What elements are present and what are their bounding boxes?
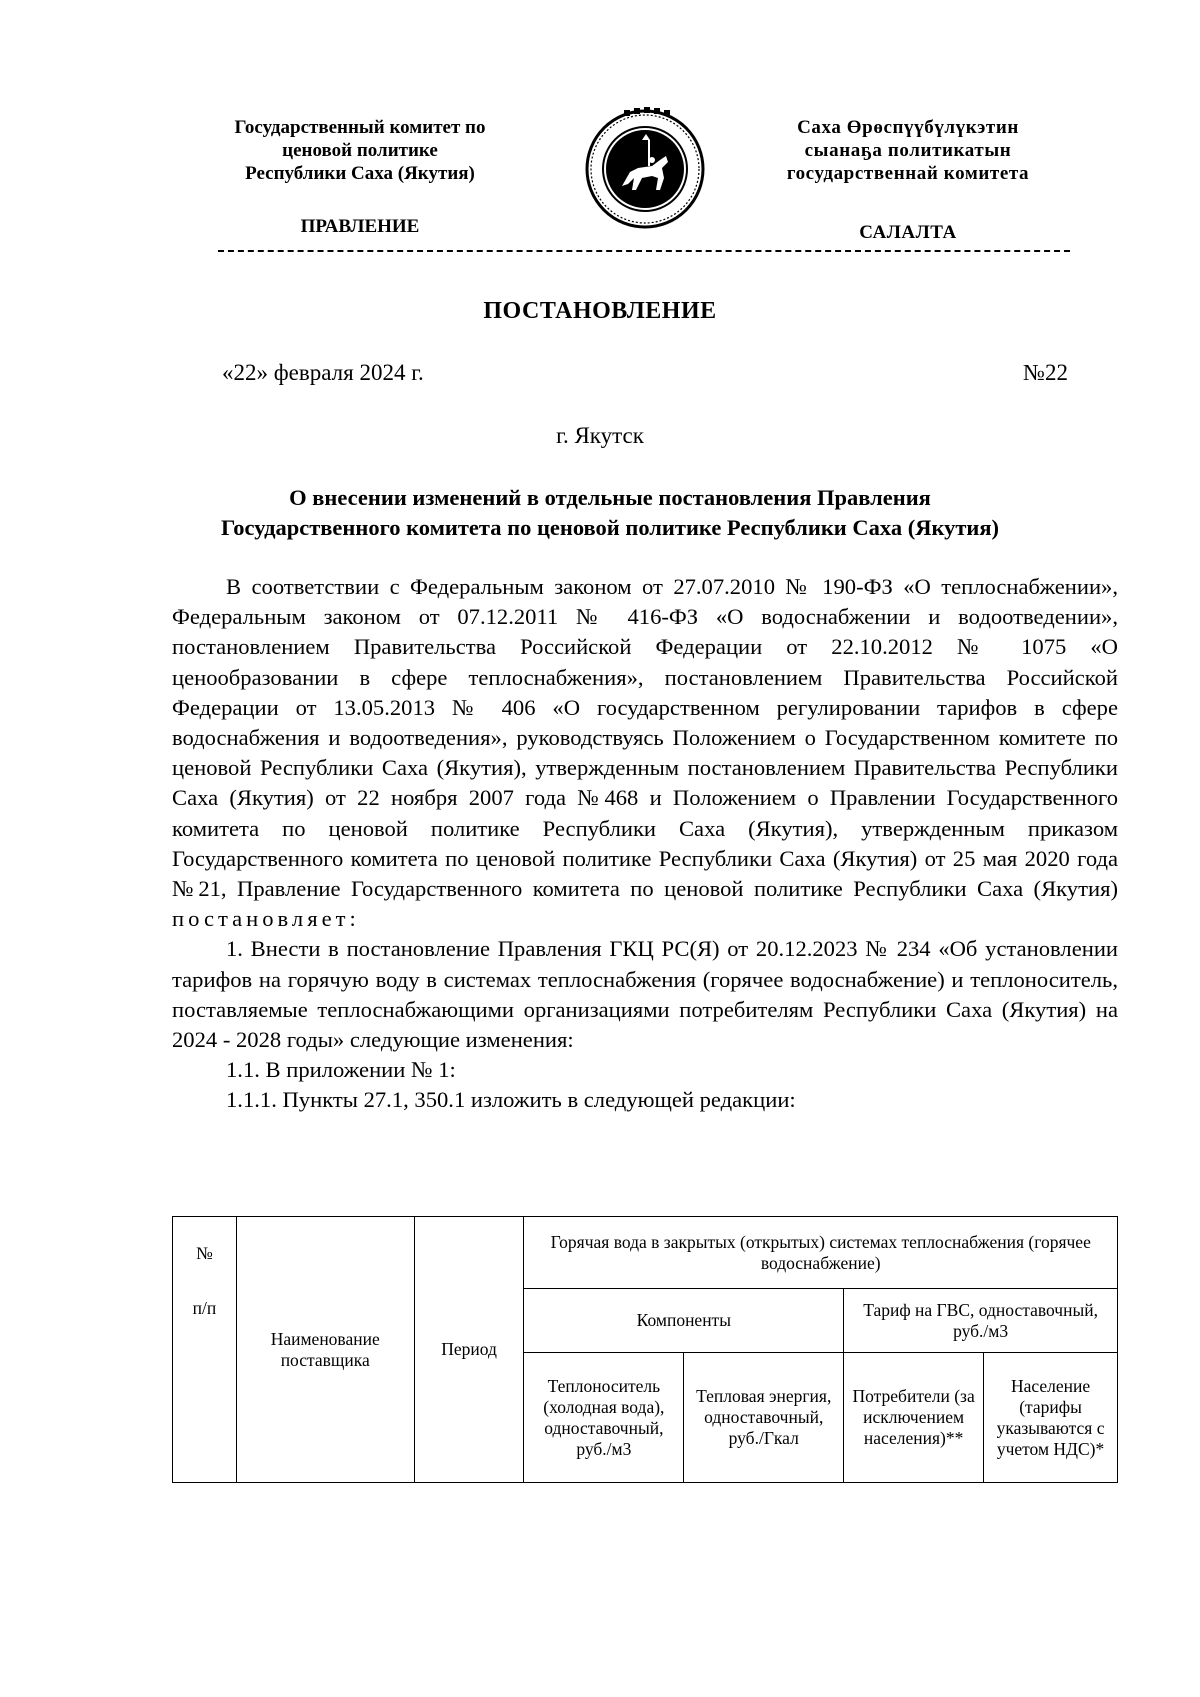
subject-line: Государственного комитета по ценовой политике Республики Саха (Якутия) [220,515,1000,540]
header-cell-consumers: Потребители (за исключением населения)** [844,1353,984,1483]
document-body [172,572,1118,1116]
preamble-paragraph [172,572,1118,934]
header-cell-supplier: Наименование поставщика [236,1217,414,1483]
board-label-sakha: САЛАЛТА [859,222,957,243]
header-cell-number [173,1217,237,1483]
document-date: «22» февраля 2024 г. [222,360,424,385]
item-1-1-paragraph: 1.1. В приложении № 1: [226,1057,456,1083]
header-cell-components: Компоненты [524,1289,844,1353]
tariff-table [172,1216,1118,1483]
header-cell-hot-water-group: Горячая вода в закрытых (открытых) системах теплоснабжения (горячее водоснабжение) [524,1217,1118,1289]
agency-name-sakha-line: сыанаҕа политикатын [804,140,1012,161]
agency-name-sakha [748,116,1068,185]
number-abbr: п/п [192,1298,217,1318]
header-cell-coolant: Теплоноситель (холодная вода), одноставочный, руб./м3 [524,1353,684,1483]
agency-name-ru-line: ценовой политике [282,140,438,161]
item-1-1-1-paragraph: 1.1.1. Пункты 27.1, 350.1 изложить в следующей редакции: [226,1087,796,1113]
number-sign: № [196,1243,213,1263]
document-title: ПОСТАНОВЛЕНИЕ [483,298,717,324]
board-label-ru: ПРАВЛЕНИЕ [300,216,420,237]
header-cell-tariff: Тариф на ГВС, одноставочный, руб./м3 [844,1289,1118,1353]
header-cell-population: Население (тарифы указываются с учетом НДС)* [984,1353,1118,1483]
subject-line: О внесении изменений в отдельные постановления Правления [289,485,931,510]
resolves-word: постановляет: [172,906,360,932]
item-1-paragraph: 1. Внести в постановление Правления ГКЦ РС(Я) от 20.12.2023 № 234 «Об установлении тарифов на горячую воду в системах теплоснабжения (горячее водоснабжение) и теплоноситель, поставляемые теплоснабжающими организациями потребителям Республики Саха (Якутия) на 2024 - 2028 годы» следующие изменения: [172,936,1118,1053]
agency-name-ru-line: Государственный комитет по [234,117,486,138]
header-cell-period: Период [414,1217,524,1483]
document-city: г. Якутск [556,423,644,448]
agency-name-ru-line: Республики Саха (Якутия) [245,163,475,184]
preamble-text: В соответствии с Федеральным законом от 27.07.2010 № 190-ФЗ «О теплоснабжении», Федеральным законом от 07.12.2011 № 416-ФЗ «О водоснабжении и водоотведении», постановлением Правительства Российской Федерации от 22.10.2012 № 1075 «О ценообразовании в сфере теплоснабжения», постановлением Правительства Российской Федерации от 13.05.2013 № 406 «О государственном регулировании тарифов в сфере водоснабжения и водоотведения», руководствуясь Положением о Государственном комитете по ценовой Республики Саха (Якутия), утвержденным постановлением Правительства Республики Саха (Якутия) от 22 ноября 2007 года №468 и Положением о Правлении Государственного комитета по ценовой политике Республики Саха (Якутия), утвержденным приказом Государственного комитета по ценовой политике Республики Саха (Якутия) от 25 мая 2020 года №21, Правление Государственного комитета по ценовой политике Республики Саха (Якутия) [172,574,1118,902]
agency-name-sakha-line: государственнай комитета [786,163,1030,184]
coat-of-arms-emblem [582,106,708,232]
header-cell-heat-energy: Тепловая энергия, одноставочный, руб./Гкал [684,1353,844,1483]
document-subject [160,483,1060,543]
agency-name-ru [190,116,530,185]
header-divider [218,250,1070,255]
agency-name-sakha-line: Саха Өрөспүүбүлүкэтин [797,117,1019,138]
document-number: №22 [1023,360,1068,385]
